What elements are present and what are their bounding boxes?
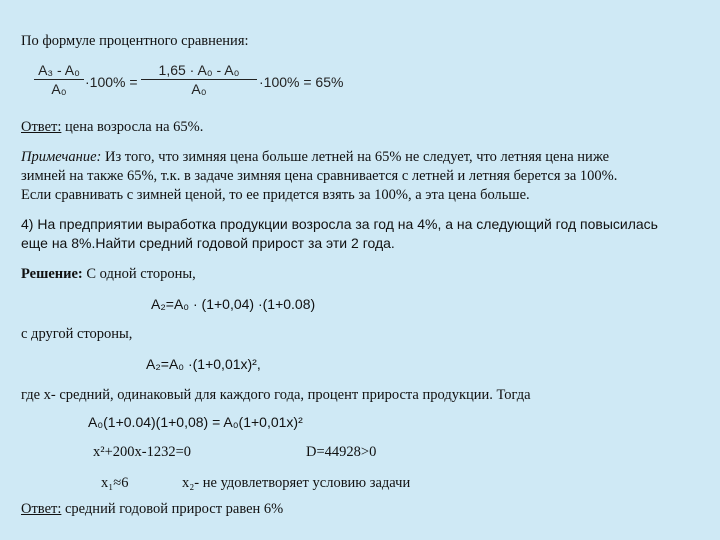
note-line-2: зимней на также 65%, т.к. в задаче зимняя цена сравнивается с летней и летняя берется за 100%. — [21, 168, 618, 184]
answer-2-text: средний годовой прирост равен 6% — [61, 501, 284, 517]
formula-end: ·100% = 65% — [259, 74, 344, 90]
fraction-2 — [141, 62, 257, 99]
equation-4: x²+200x-1232=0 — [93, 444, 192, 460]
problem-line-1: 4) На предприятии выработка продукции возросла за год на 4%, а на следующий год повысилась — [21, 216, 658, 232]
solution-label: Решение: — [21, 266, 83, 282]
equation-3: A₀(1+0.04)(1+0,08) = A₀(1+0,01x)² — [88, 414, 303, 430]
fraction-1-numerator: A₃ - A₀ — [34, 62, 84, 80]
fraction-2-denominator: A₀ — [191, 81, 207, 97]
formula-mid: ·100% = — [85, 74, 138, 90]
note-line-1-text: Из того, что зимняя цена больше летней на 65% не следует, что летняя цена ниже — [101, 149, 610, 165]
discriminant: D=44928>0 — [306, 444, 377, 460]
root-x2: x₂- не удовлетворяет условию задачи — [182, 475, 411, 491]
solution-line — [21, 265, 196, 283]
answer-1-text: цена возросла на 65%. — [61, 119, 204, 135]
equation-2: A₂=A₀ ·(1+0,01x)², — [146, 356, 261, 372]
answer-1-label: Ответ: — [21, 119, 62, 135]
equation-1: A₂=A₀ · (1+0,04) ·(1+0.08) — [151, 296, 316, 312]
answer-2 — [21, 500, 283, 518]
fraction-1-denominator: A₀ — [51, 81, 67, 97]
root-x1: x₁≈6 — [101, 475, 129, 491]
other-side-text: с другой стороны, — [21, 326, 133, 342]
solution-text: С одной стороны, — [82, 266, 196, 282]
note-line-1 — [21, 148, 609, 166]
problem-line-2: еще на 8%.Найти средний годовой прирост за эти 2 года. — [21, 235, 395, 251]
fraction-1 — [34, 62, 84, 99]
answer-2-label: Ответ: — [21, 501, 62, 517]
answer-1 — [21, 118, 203, 136]
where-text: где x- средний, одинаковый для каждого года, процент прироста продукции. Тогда — [21, 387, 531, 403]
intro-text: По формуле процентного сравнения: — [21, 33, 249, 49]
fraction-2-numerator: 1,65 · A₀ - A₀ — [141, 62, 257, 80]
note-label: Примечание: — [21, 149, 102, 165]
note-line-3: Если сравнивать с зимней ценой, то ее придется взять за 100%, а эта цена больше. — [21, 187, 530, 203]
